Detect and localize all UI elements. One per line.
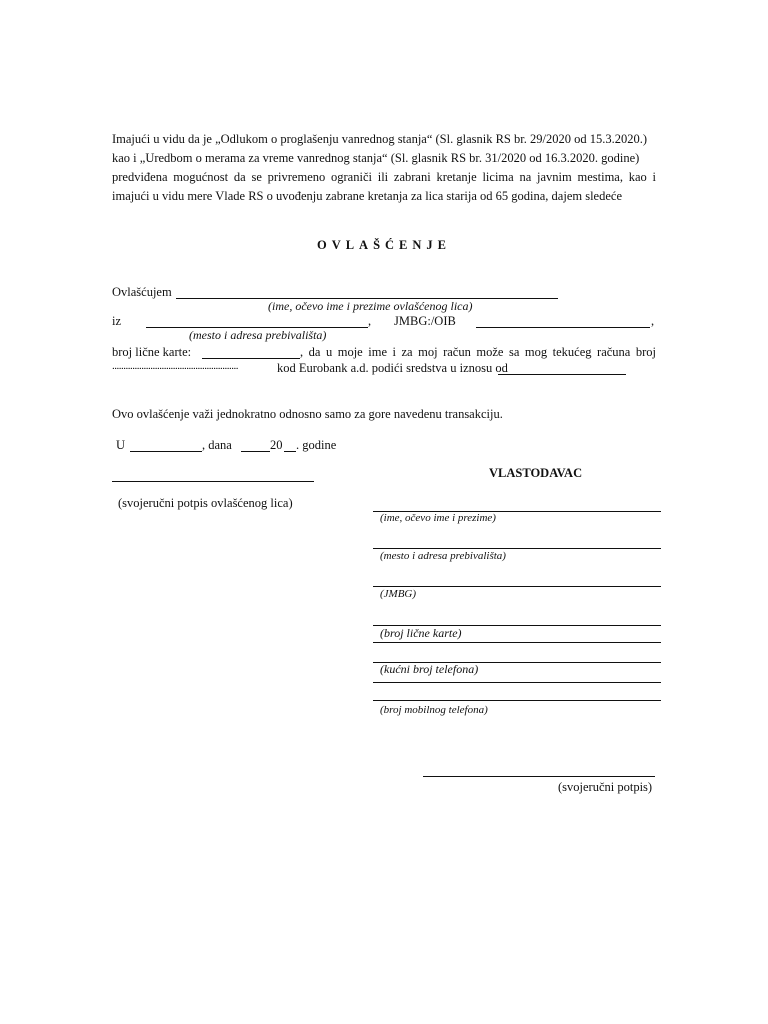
- grantor-id-underline: [373, 642, 661, 643]
- id-card-label: broj lične karte:: [112, 345, 192, 359]
- grantor-address-hint: (mesto i adresa prebivališta): [380, 550, 506, 562]
- grantor-home-phone-hint: (kućni broj telefona): [380, 662, 479, 676]
- place-field[interactable]: [130, 451, 202, 452]
- authorize-label: Ovlašćujem: [112, 285, 172, 299]
- intro-line-2: kao i „Uredbom o merama za vreme vanrednog stanja“ (Sl. glasnik RS br. 31/2020 od 16.3.2020. godine): [112, 151, 640, 165]
- grantor-mobile-field[interactable]: [373, 700, 661, 701]
- grantor-mobile-hint: (broj mobilnog telefona): [380, 704, 488, 716]
- intro-line-3: predviđena mogućnost da se privremeno ograniči ili zabrani kretanje licima na javnim mestima, kao i: [112, 170, 656, 184]
- place-label: U: [116, 438, 126, 452]
- intro-paragraph: [112, 130, 656, 206]
- grantor-jmbg-field[interactable]: [373, 586, 661, 587]
- account-number-field[interactable]: ........................................................: [112, 360, 238, 372]
- intro-line-1: Imajući u vidu da je „Odlukom o proglašenju vanrednog stanja“ (Sl. glasnik RS br. 29/2020 od 15.3.2020.): [112, 132, 647, 146]
- grantor-signature-line[interactable]: [423, 776, 655, 777]
- authorized-address-hint: (mesto i adresa prebivališta): [189, 328, 327, 342]
- authorized-id-field[interactable]: [202, 358, 300, 359]
- jmbg-label: JMBG:/OIB: [394, 314, 456, 328]
- year-field[interactable]: [284, 451, 296, 452]
- grantor-signature-label: (svojeručni potpis): [558, 780, 653, 794]
- bank-text: kod Eurobank a.d. podići sredstva u iznosu od: [277, 361, 508, 375]
- date-label: , dana: [202, 438, 232, 452]
- comma-1: ,: [368, 314, 372, 328]
- grantor-address-field[interactable]: [373, 548, 661, 549]
- year-prefix: 20: [270, 438, 283, 452]
- iz-label: iz: [112, 314, 122, 328]
- amount-field[interactable]: [498, 374, 626, 375]
- validity-text: Ovo ovlašćenje važi jednokratno odnosno samo za gore navedenu transakciju.: [112, 407, 503, 421]
- intro-line-4: imajući u vidu mere Vlade RS o uvođenju zabrane kretanja za lica starija od 65 godina, dajem sledeće: [112, 189, 623, 203]
- authorized-signature-line[interactable]: [112, 481, 314, 482]
- grantor-name-hint: (ime, očevo ime i prezime): [380, 512, 496, 524]
- grantor-id-hint: (broj lične karte): [380, 626, 462, 640]
- grantor-home-phone-underline: [373, 682, 661, 683]
- authorized-name-hint: (ime, očevo ime i prezime ovlašćenog lica): [268, 299, 473, 313]
- comma-2: ,: [651, 314, 655, 328]
- id-card-rest: , da u moje ime i za moj račun može sa mog tekućeg računa broj: [300, 345, 656, 359]
- authorized-jmbg-field[interactable]: [476, 327, 650, 328]
- grantor-jmbg-hint: (JMBG): [380, 588, 417, 600]
- authorize-row: [112, 285, 172, 300]
- godine-label: . godine: [296, 438, 337, 452]
- document-title: OVLAŠĆENJE: [316, 238, 452, 252]
- authorized-signature-label: (svojeručni potpis ovlašćenog lica): [118, 496, 293, 510]
- date-field[interactable]: [241, 451, 270, 452]
- grantor-heading: VLASTODAVAC: [489, 466, 583, 480]
